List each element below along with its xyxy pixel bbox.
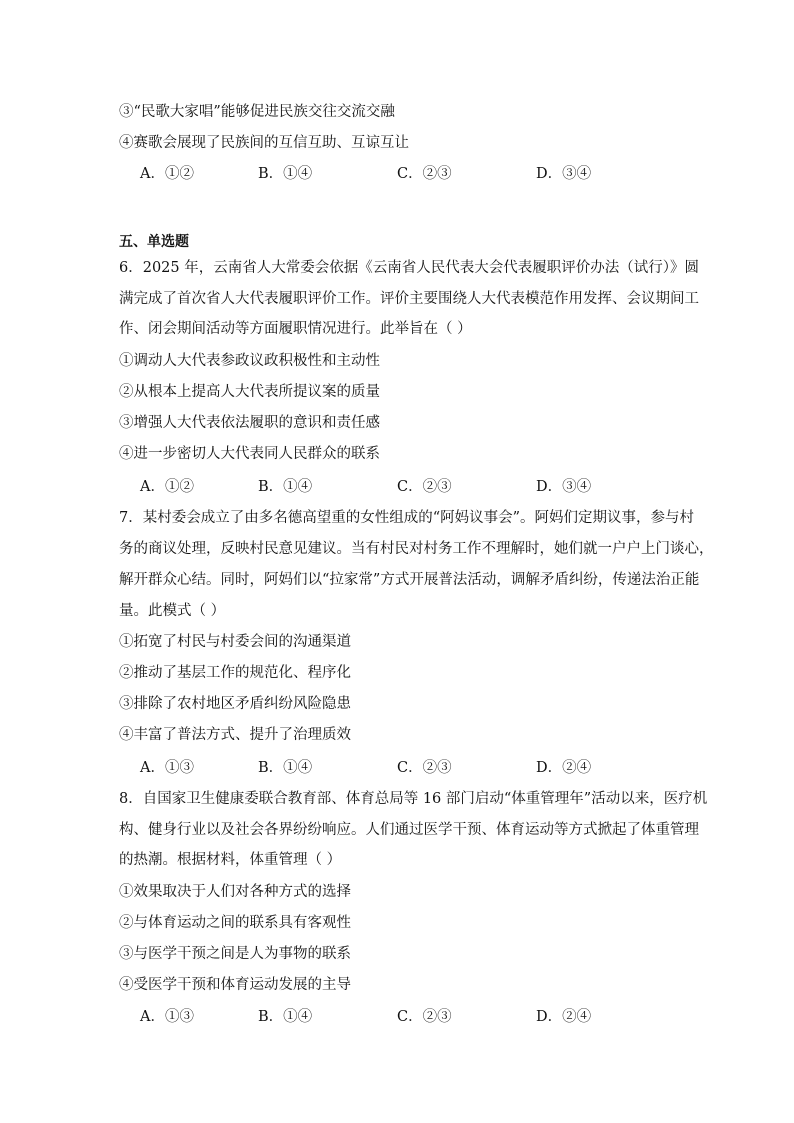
q7-option-c: C．②③	[397, 760, 452, 776]
q6-options	[140, 476, 660, 498]
section-title: 五、单选题	[119, 234, 189, 250]
q8-statement-4: ④受医学干预和体育运动发展的主导	[119, 977, 351, 993]
q7-statement-4: ④丰富了普法方式、提升了治理质效	[119, 727, 351, 743]
q7-options	[140, 757, 660, 779]
q5-option-c: C．②③	[397, 166, 452, 182]
q7-option-d: D．②④	[536, 760, 592, 776]
q7-stem-line-3: 解开群众心结。同时，阿妈们以“拉家常”方式开展普法活动，调解矛盾纠纷，传递法治正能	[119, 572, 700, 588]
q8-option-c: C．②③	[397, 1009, 452, 1025]
q5-option-a: A．①②	[140, 166, 194, 182]
q8-stem-line-2: 构、健身行业以及社会各界纷纷响应。人们通过医学干预、体育运动等方式掀起了体重管理	[119, 822, 699, 838]
q8-option-a: A．①③	[140, 1009, 194, 1025]
q6-statement-4: ④进一步密切人大代表同人民群众的联系	[119, 446, 380, 462]
q6-stem-line-3: 作、闭会期间活动等方面履职情况进行。此举旨在（ ）	[119, 321, 472, 337]
q8-options	[140, 1006, 660, 1028]
q6-statement-3: ③增强人大代表依法履职的意识和责任感	[119, 415, 380, 431]
q7-option-b: B．①④	[258, 760, 313, 776]
q8-statement-1: ①效果取决于人们对各种方式的选择	[119, 884, 351, 900]
q6-option-d: D．③④	[536, 479, 592, 495]
q7-statement-2: ②推动了基层工作的规范化、程序化	[119, 665, 351, 681]
q7-option-a: A．①③	[140, 760, 194, 776]
q5-option-d: D．③④	[536, 166, 592, 182]
q6-option-a: A．①②	[140, 479, 194, 495]
q7-statement-3: ③排除了农村地区矛盾纠纷风险隐患	[119, 696, 351, 712]
q7-stem-line-2: 务的商议处理，反映村民意见建议。当有村民对村务工作不理解时，她们就一户户上门谈心，	[119, 541, 714, 557]
q7-stem-line-1: 7．某村委会成立了由多名德高望重的女性组成的“阿妈议事会”。阿妈们定期议事，参与村	[119, 510, 695, 526]
q8-option-d: D．②④	[536, 1009, 592, 1025]
q6-statement-2: ②从根本上提高人大代表所提议案的质量	[119, 384, 380, 400]
q5-options	[140, 163, 660, 185]
q5-option-b: B．①④	[258, 166, 313, 182]
q6-statement-1: ①调动人大代表参政议政积极性和主动性	[119, 353, 380, 369]
q6-option-c: C．②③	[397, 479, 452, 495]
q7-stem-line-4: 量。此模式（ ）	[119, 603, 226, 619]
q5-statement-4: ④赛歌会展现了民族间的互信互助、互谅互让	[119, 135, 409, 151]
q5-statement-3: ③“民歌大家唱”能够促进民族交往交流交融	[119, 104, 395, 120]
q8-statement-2: ②与体育运动之间的联系具有客观性	[119, 915, 351, 931]
q6-option-b: B．①④	[258, 479, 313, 495]
q8-option-b: B．①④	[258, 1009, 313, 1025]
q8-statement-3: ③与医学干预之间是人为事物的联系	[119, 946, 351, 962]
q8-stem-line-3: 的热潮。根据材料，体重管理（ ）	[119, 852, 342, 868]
q6-stem-line-1: 6．2025 年，云南省人大常委会依据《云南省人民代表大会代表履职评价办法（试行）》圆	[119, 260, 699, 276]
q6-stem-line-2: 满完成了首次省人大代表履职评价工作。评价主要围绕人大代表模范作用发挥、会议期间工	[119, 291, 699, 307]
q8-stem-line-1: 8．自国家卫生健康委联合教育部、体育总局等 16 部门启动“体重管理年”活动以来，医疗机	[119, 791, 708, 807]
q7-statement-1: ①拓宽了村民与村委会间的沟通渠道	[119, 634, 351, 650]
